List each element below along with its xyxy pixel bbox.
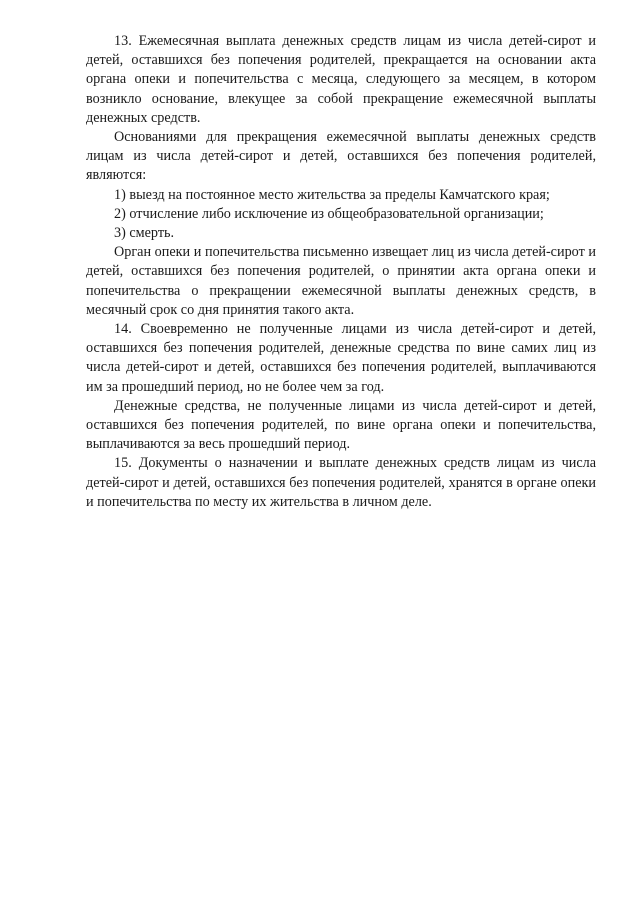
paragraph-notification: Орган опеки и попечительства письменно извещает лиц из числа детей-сирот и детей, оставшихся без попечения родителей, о принятии акта органа опеки и попечительства о прекращении ежемесячной выплаты денежных средств, в месячный срок со дня принятия такого акта. bbox=[86, 244, 596, 318]
document-body bbox=[86, 32, 596, 512]
paragraph-termination-grounds: Основаниями для прекращения ежемесячной выплаты денежных средств лицам из числа детей-сирот и детей, оставшихся без попечения родителей, являются: bbox=[86, 129, 596, 184]
list-item-2: 2) отчисление либо исключение из общеобразовательной организации; bbox=[114, 205, 544, 222]
list-item-1: 1) выезд на постоянное место жительства за пределы Камчатского края; bbox=[114, 186, 550, 203]
paragraph-item-13: 13. Ежемесячная выплата денежных средств лицам из числа детей-сирот и детей, оставшихся без попечения родителей, прекращается на основании акта органа опеки и попечительства с месяца, следующего за месяцем, в котором возникло основание, влекущее за собой прекращение ежемесячной выплаты денежных средств. bbox=[86, 33, 596, 126]
paragraph-item-14: 14. Своевременно не полученные лицами из числа детей-сирот и детей, оставшихся без попечения родителей, денежные средства по вине самих лиц из числа детей-сирот и детей, оставшихся без попечения родителей, выплачиваются им за прошедший период, но не более чем за год. bbox=[86, 321, 596, 395]
paragraph-item-15: 15. Документы о назначении и выплате денежных средств лицам из числа детей-сирот и детей, оставшихся без попечения родителей, хранятся в органе опеки и попечительства по месту их жительства в личном деле. bbox=[86, 455, 596, 510]
paragraph-unpaid-funds: Денежные средства, не полученные лицами из числа детей-сирот и детей, оставшихся без попечения родителей, по вине органа опеки и попечительства, выплачиваются за весь прошедший период. bbox=[86, 397, 596, 453]
list-item-3: 3) смерть. bbox=[114, 225, 175, 242]
